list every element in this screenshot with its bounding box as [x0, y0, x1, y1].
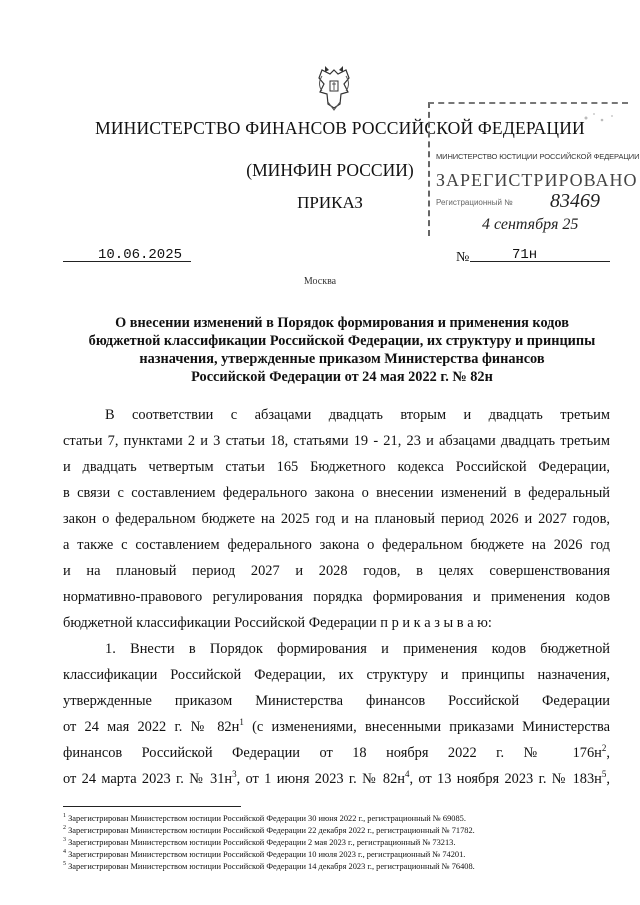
title-line: О внесении изменений в Порядок формирования и применения кодов: [115, 315, 569, 331]
footnote: [63, 861, 475, 872]
body-line: [63, 718, 610, 736]
footnote-text: Зарегистрирован Министерством юстиции Российской Федерации 14 декабря 2023 г., регистрационный № 76408.: [66, 862, 475, 871]
registration-stamp: [428, 102, 640, 236]
stamp-ministry-text: МИНИСТЕРСТВО ЮСТИЦИИ РОССИЙСКОЙ ФЕДЕРАЦИИ: [436, 152, 640, 161]
document-title: [78, 314, 606, 386]
body-line: в связи с составлением федерального закона о внесении изменений в федеральный: [63, 485, 610, 501]
footnote-text: Зарегистрирован Министерством юстиции Российской Федерации 30 июня 2022 г., регистрационный № 69085.: [66, 814, 466, 823]
footnote-mark: 1: [63, 813, 66, 820]
order-date: 10.06.2025: [98, 247, 183, 263]
body-line: [63, 744, 610, 762]
date-underline: [63, 261, 191, 262]
footnote-ref: 1: [239, 717, 244, 728]
footnote-ref: 2: [601, 743, 607, 754]
footnote: [63, 849, 465, 860]
body-text: от 24 мая 2022 г. № 82н: [63, 719, 240, 735]
body-text: , от 1 июня 2023 г. № 82н: [236, 771, 405, 787]
body-text: (с изменениями, внесенными приказами Министерства: [243, 719, 611, 735]
stamp-reg-date: 4 сентября 25: [482, 216, 579, 233]
body-line: В соответствии с абзацами двадцать вторым и двадцать третьим: [105, 407, 610, 423]
footnote: [63, 813, 466, 824]
ministry-name: МИНИСТЕРСТВО ФИНАНСОВ РОССИЙСКОЙ ФЕДЕРАЦИИ: [95, 118, 585, 138]
body-line: нормативно-правового регулирования порядка формирования и применения кодов: [63, 589, 610, 605]
stamp-noise: [580, 108, 620, 128]
body-line: бюджетной классификации Российской Федерации п р и к а з ы в а ю:: [63, 615, 492, 631]
stamp-reg-number: 83469: [550, 190, 600, 212]
number-underline: [470, 261, 610, 262]
body-line: статьи 7, пунктами 2 и 3 статьи 18, статьями 19 - 21, 23 и абзацами двадцать третьим: [63, 433, 610, 449]
body-line: [63, 770, 610, 788]
body-line: а также с составлением федерального закона о федеральном бюджете на 2026 год: [63, 537, 610, 553]
stamp-reg-label: Регистрационный №: [436, 198, 513, 207]
coat-of-arms-icon: [313, 64, 355, 112]
number-sign: №: [456, 250, 470, 265]
body-text: финансов Российской Федерации от 18 ноября 2022 г. № 176н: [63, 745, 602, 761]
footnote-text: Зарегистрирован Министерством юстиции Российской Федерации 2 мая 2023 г., регистрационный № 73213.: [66, 838, 456, 847]
city: Москва: [303, 276, 337, 287]
body-line: классификации Российской Федерации, их структуру и принципы назначения,: [63, 667, 610, 683]
body-text: от 24 марта 2023 г. № 31н: [63, 771, 233, 787]
footnote-ref: 5: [601, 769, 607, 780]
footnote-mark: 2: [63, 825, 66, 832]
title-line: назначения, утвержденные приказом Министерства финансов: [139, 351, 545, 367]
body-line: и двадцать четвертым статьи 165 Бюджетного кодекса Российской Федерации,: [63, 459, 610, 475]
footnote-separator: [63, 806, 241, 807]
body-line: 1. Внести в Порядок формирования и применения кодов бюджетной: [105, 641, 610, 657]
body-text: ,: [606, 745, 610, 761]
title-line: Российской Федерации от 24 мая 2022 г. № 82н: [191, 369, 493, 385]
footnote-ref: 3: [232, 769, 237, 780]
body-line: утвержденные приказом Министерства финансов Российской Федерации: [63, 693, 610, 709]
body-text: ,: [606, 771, 610, 787]
footnote: [63, 837, 455, 848]
footnote-mark: 5: [63, 861, 66, 868]
footnote-text: Зарегистрирован Министерством юстиции Российской Федерации 10 июля 2023 г., регистрационный № 74201.: [66, 850, 466, 859]
footnote-ref: 4: [405, 769, 410, 780]
body-line: закон о федеральном бюджете на 2025 год и на плановый период 2026 и 2027 годов,: [63, 511, 610, 527]
stamp-registered-text: ЗАРЕГИСТРИРОВАНО: [436, 170, 638, 190]
body-line: и на плановый период 2027 и 2028 годов, в целях совершенствования: [63, 563, 610, 579]
title-line: бюджетной классификации Российской Федерации, их структуру и принципы: [88, 333, 596, 349]
footnote-mark: 3: [63, 837, 66, 844]
footnote-mark: 4: [63, 849, 66, 856]
document-type: ПРИКАЗ: [297, 193, 363, 212]
order-number: 71н: [512, 247, 538, 263]
footnote-text: Зарегистрирован Министерством юстиции Российской Федерации 22 декабря 2022 г., регистрационный № 71782.: [66, 826, 475, 835]
footnote: [63, 825, 475, 836]
ministry-short-name: (МИНФИН РОССИИ): [246, 160, 414, 180]
body-text: , от 13 ноября 2023 г. № 183н: [409, 771, 602, 787]
